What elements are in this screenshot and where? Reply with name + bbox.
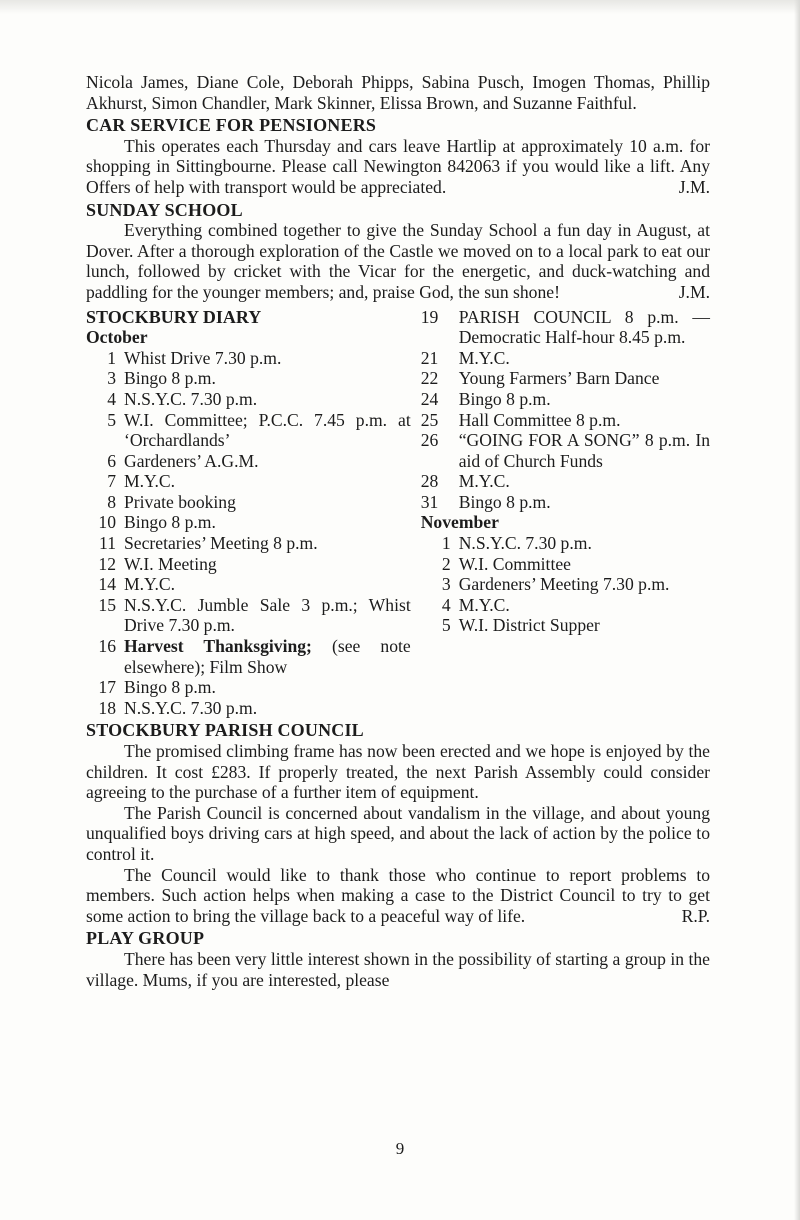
diary-entry-text: Bingo 8 p.m. <box>458 388 551 409</box>
diary-entry-day: 3 <box>441 574 451 595</box>
diary-entry-text: Young Farmers’ Barn Dance <box>458 368 660 389</box>
diary-entry <box>421 368 710 389</box>
diary-entry <box>421 348 710 369</box>
diary-entry-text: W.I. Committee <box>458 553 571 574</box>
diary-title: STOCKBURY DIARY <box>86 306 262 327</box>
diary-entry-text: W.I. District Supper <box>458 615 600 636</box>
diary-entry-day: 12 <box>98 553 116 574</box>
diary-entry-text: Whist Drive 7.30 p.m. <box>124 347 282 368</box>
diary-entry-day: 4 <box>441 594 451 615</box>
diary-entry-text: Bingo 8 p.m. <box>458 491 551 512</box>
october-entries-left <box>86 348 411 719</box>
diary-entry <box>421 492 710 513</box>
diary-entry-text: Bingo 8 p.m. <box>124 512 216 533</box>
parish-council-p2: The Parish Council is concerned about vandalism in the village, and about young unqualified boys driving cars at high speed, and about the lack of action by the police to control it. <box>86 802 710 864</box>
diary-entry-day: 24 <box>420 388 439 409</box>
diary-entry <box>86 533 411 554</box>
diary-entry-text: Secretaries’ Meeting 8 p.m. <box>124 533 318 554</box>
page-number: 9 <box>395 1139 405 1158</box>
diary-entry <box>421 595 710 616</box>
diary-entry-text: Gardeners’ A.G.M. <box>124 450 259 471</box>
car-service-body: This operates each Thursday and cars leave Hartlip at approximately 10 a.m. for shopping in Sittingbourne. Please call Newington 842063 if you would like a lift. Any Offers of help with transport would be appreciated. J.M. <box>86 135 710 197</box>
parish-council-signature: R.P. <box>681 905 710 926</box>
diary-entry-text: W.I. Meeting <box>124 553 217 574</box>
diary-entry-day: 17 <box>98 677 116 698</box>
diary-entry-day: 1 <box>107 347 116 368</box>
diary-entry-text: Bingo 8 p.m. <box>124 677 216 698</box>
diary-entry-day: 31 <box>420 491 439 512</box>
diary-entry <box>86 512 411 533</box>
diary-entry-text: “GOING FOR A SONG” 8 p.m. In aid of Church Funds <box>458 430 710 471</box>
diary-entry <box>421 410 710 431</box>
play-group-heading: PLAY GROUP <box>86 928 205 949</box>
diary-entry <box>86 492 411 513</box>
diary-entry-text: N.S.Y.C. Jumble Sale 3 p.m.; Whist Drive 7.30 p.m. <box>124 594 411 636</box>
diary-entry-text: M.Y.C. <box>458 594 510 615</box>
diary-entry <box>86 451 411 472</box>
diary-entry <box>86 471 411 492</box>
diary-entry-day: 6 <box>107 450 116 471</box>
intro-names: Nicola James, Diane Cole, Deborah Phipps, Sabina Pusch, Imogen Thomas, Phillip Akhurst, Simon Chandler, Mark Skinner, Elissa Brown, and Suzanne Faithful. <box>86 72 710 113</box>
diary-entry-day: 8 <box>107 491 116 512</box>
november-label: November <box>420 512 499 533</box>
diary-entry <box>86 389 411 410</box>
page-top-shadow <box>0 0 800 14</box>
diary-entry-text: N.S.Y.C. 7.30 p.m. <box>124 697 258 718</box>
diary-entry-day: 4 <box>107 388 116 409</box>
diary-entry-day: 5 <box>107 409 116 430</box>
diary-entry-text: N.S.Y.C. 7.30 p.m. <box>124 388 258 409</box>
october-entries-right <box>421 307 710 513</box>
diary-entry-text: M.Y.C. <box>124 574 176 595</box>
car-service-signature: J.M. <box>678 176 710 197</box>
diary-entry <box>86 677 411 698</box>
diary-entry <box>421 615 710 636</box>
diary-entry-text: Harvest Thanksgiving; (see note elsewhere); Film Show <box>124 636 411 677</box>
parish-council-p3: The Council would like to thank those who continue to report problems to members. Such action helps when making a case to the District Council to try to get some action to bring the village back to a peaceful way of life. R.P. <box>86 864 710 926</box>
diary-entry-text: W.I. Committee; P.C.C. 7.45 p.m. at ‘Orchardlands’ <box>124 409 411 451</box>
diary-entry-text: N.S.Y.C. 7.30 p.m. <box>458 533 592 554</box>
diary-entry <box>86 574 411 595</box>
october-label: October <box>86 327 148 348</box>
car-service-heading: CAR SERVICE FOR PENSIONERS <box>86 115 377 136</box>
diary-entry <box>421 554 710 575</box>
diary-entry <box>86 348 411 369</box>
diary-entry <box>86 554 411 575</box>
diary-entry-day: 3 <box>107 368 116 389</box>
diary-entry-text: Bingo 8 p.m. <box>124 368 216 389</box>
diary-entry-day: 2 <box>441 553 451 574</box>
diary-entry-text: Private booking <box>124 491 236 512</box>
november-entries <box>421 533 710 636</box>
sunday-school-signature: J.M. <box>678 281 710 302</box>
parish-council-p1: The promised climbing frame has now been erected and we hope is enjoyed by the children. It cost £283. If properly treated, the next Parish Assembly could consider agreeing to the purchase of a further item of equipment. <box>86 741 710 803</box>
diary-entry-day: 15 <box>98 594 116 615</box>
page-right-edge <box>794 0 800 1220</box>
diary-entry <box>86 698 411 719</box>
diary-entry <box>421 533 710 554</box>
diary-entry-text: Gardeners’ Meeting 7.30 p.m. <box>458 574 670 595</box>
diary-entry-day: 22 <box>420 368 439 389</box>
diary-entry-day: 21 <box>420 347 439 368</box>
diary-entry-text: M.Y.C. <box>458 471 510 492</box>
play-group-body: There has been very little interest shown in the possibility of starting a group in the village. Mums, if you are interested, please <box>86 948 710 990</box>
diary-entry-day: 11 <box>99 533 116 554</box>
diary-entry-text: M.Y.C. <box>124 471 176 492</box>
newsletter-page <box>86 72 710 990</box>
diary-entry <box>421 430 710 471</box>
diary-entry-day: 28 <box>420 471 439 492</box>
diary-entry-day: 26 <box>420 430 439 451</box>
sunday-school-heading: SUNDAY SCHOOL <box>86 199 243 220</box>
diary-entry-bold-text: Harvest Thanksgiving; <box>124 636 312 657</box>
diary-entry-day: 16 <box>98 636 116 657</box>
diary-entry <box>421 471 710 492</box>
diary-entry-text: PARISH COUNCIL 8 p.m. —Democratic Half-hour 8.45 p.m. <box>458 306 710 348</box>
stockbury-diary <box>86 307 710 719</box>
diary-entry <box>86 595 411 636</box>
diary-entry-day: 25 <box>420 409 439 430</box>
diary-right-column <box>421 307 710 719</box>
diary-entry-day: 19 <box>420 306 439 327</box>
diary-entry <box>421 307 710 348</box>
diary-entry <box>86 368 411 389</box>
diary-entry-day: 5 <box>441 615 451 636</box>
diary-entry <box>421 574 710 595</box>
diary-entry-text: Hall Committee 8 p.m. <box>458 409 621 430</box>
diary-entry-day: 7 <box>107 471 116 492</box>
parish-council-heading: STOCKBURY PARISH COUNCIL <box>86 720 364 741</box>
diary-entry-day: 14 <box>98 574 116 595</box>
diary-entry-day: 18 <box>98 697 116 718</box>
diary-entry-text: M.Y.C. <box>458 347 510 368</box>
diary-entry <box>86 410 411 451</box>
diary-entry-day: 10 <box>98 512 116 533</box>
diary-entry <box>421 389 710 410</box>
diary-entry <box>86 636 411 677</box>
sunday-school-body: Everything combined together to give the Sunday School a fun day in August, at Dover. After a thorough exploration of the Castle we moved on to a local park to eat our lunch, followed by cricket with the Vicar for the energetic, and duck-watching and paddling for the younger members; and, praise God, the sun shone! J.M. <box>86 220 710 302</box>
diary-left-column <box>86 307 411 719</box>
diary-entry-day: 1 <box>441 533 451 554</box>
